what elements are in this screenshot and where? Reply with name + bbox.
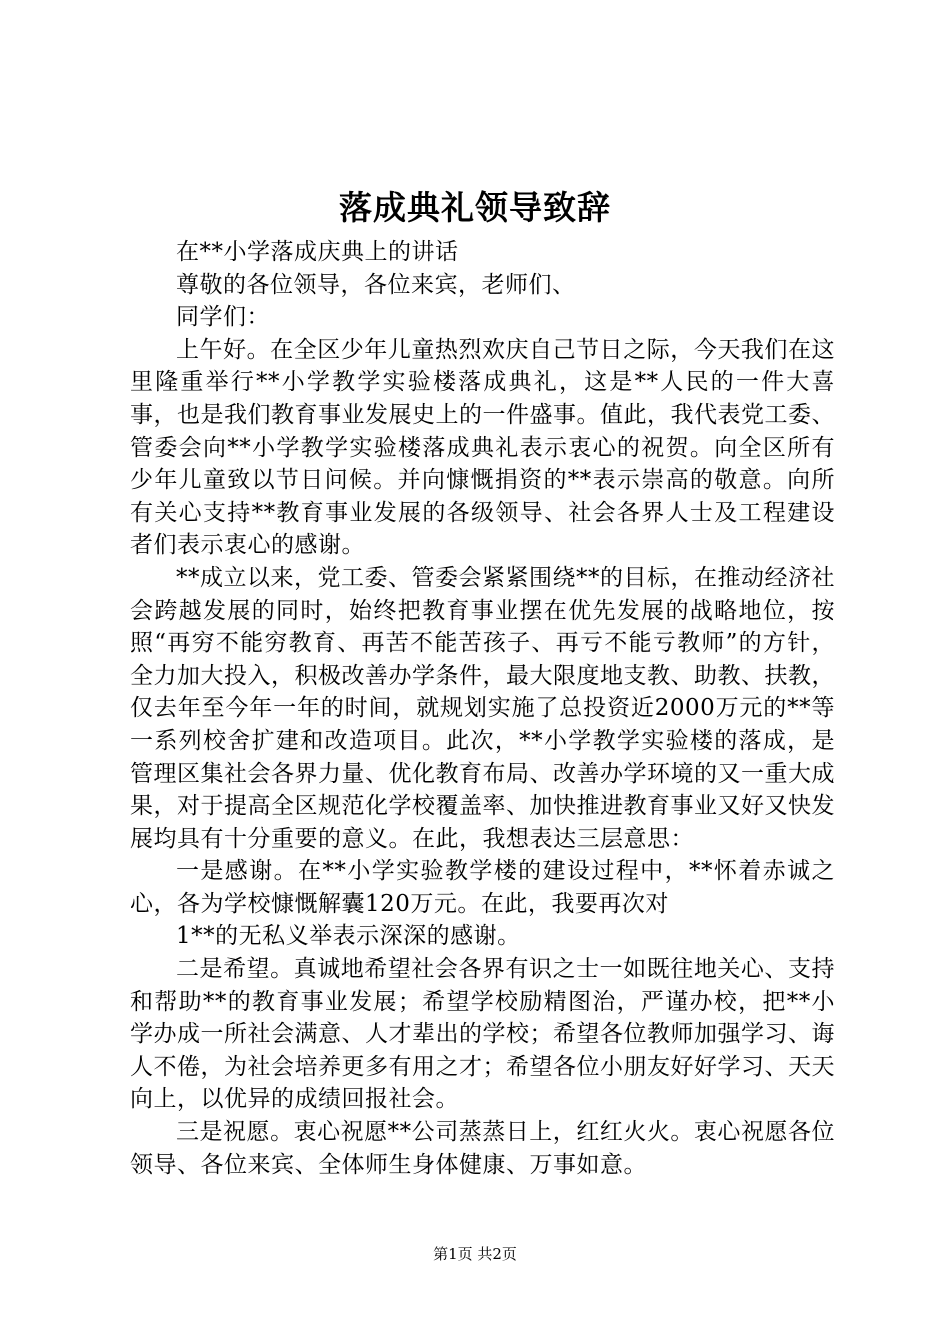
paragraph-thanks: 一是感谢。在**小学实验教学楼的建设过程中，**怀着赤诚之心，各为学校慷慨解囊120万元。在此，我要再次对 bbox=[130, 858, 835, 917]
speech-heading: 在**小学落成庆典上的讲话 bbox=[176, 239, 459, 265]
document-body bbox=[130, 236, 835, 1181]
document-title: 落成典礼领导致辞 bbox=[339, 188, 611, 227]
page-number-footer: 第1页 共2页 bbox=[433, 1245, 517, 1263]
paragraph-hopes: 二是希望。真诚地希望社会各界有识之士一如既往地关心、支持和帮助**的教育事业发展；希望学校励精图治，严谨办校，把**小学办成一所社会满意、人才辈出的学校；希望各位教师加强学习、诲人不倦，为社会培养更多有用之才；希望各位小朋友好好学习、天天向上，以优异的成绩回报社会。 bbox=[130, 956, 835, 1113]
paragraph-wishes: 三是祝愿。衷心祝愿**公司蒸蒸日上，红红火火。衷心祝愿各位领导、各位来宾、全体师生身体健康、万事如意。 bbox=[130, 1119, 835, 1178]
salutation-line-2: 同学们： bbox=[176, 304, 270, 331]
paragraph-thanks-continued: 1**的无私义举表示深深的感谢。 bbox=[176, 923, 521, 950]
salutation-line-1: 尊敬的各位领导，各位来宾，老师们、 bbox=[176, 271, 576, 298]
paragraph-development: **成立以来，党工委、管委会紧紧围绕**的目标，在推动经济社会跨越发展的同时，始终把教育事业摆在优先发展的战略地位，按照“再穷不能穷教育、再苦不能苦孩子、再亏不能亏教师”的方针，全力加大投入，积极改善办学条件，最大限度地支教、助教、扶教，仅去年至今年一年的时间，就规划实施了总投资近2000万元的**等一系列校舍扩建和改造项目。此次，**小学教学实验楼的落成，是管理区集社会各界力量、优化教育布局、改善办学环境的又一重大成果，对于提高全区规范化学校覆盖率、加快推进教育事业又好又快发展均具有十分重要的意义。在此，我想表达三层意思： bbox=[130, 564, 835, 852]
paragraph-greeting: 上午好。在全区少年儿童热烈欢庆自己节日之际，今天我们在这里隆重举行**小学教学实验楼落成典礼，这是**人民的一件大喜事，也是我们教育事业发展史上的一件盛事。值此，我代表党工委、管委会向**小学教学实验楼落成典礼表示衷心的祝贺。向全区所有少年儿童致以节日问候。并向慷慨捐资的**表示崇高的敬意。向所有关心支持**教育事业发展的各级领导、社会各界人士及工程建设者们表示衷心的感谢。 bbox=[130, 336, 835, 559]
